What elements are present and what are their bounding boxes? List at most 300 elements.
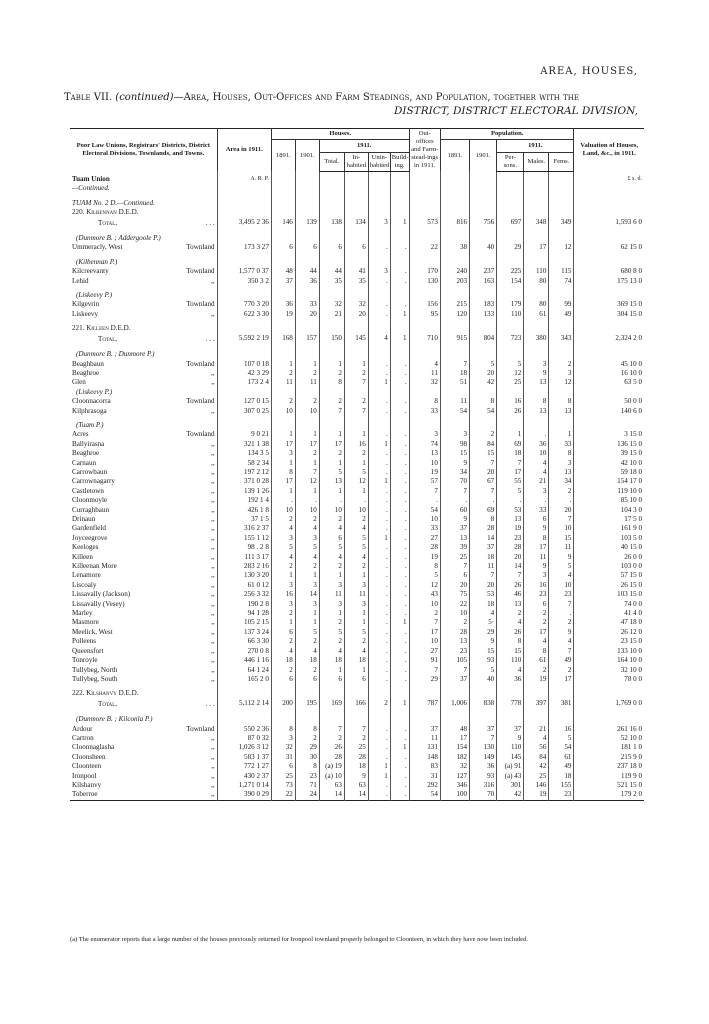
- table-row: [70, 496, 644, 505]
- cell-inh: .: [344, 496, 368, 505]
- cell-inh: 18: [344, 762, 368, 771]
- row-name-cell: [70, 628, 217, 637]
- cell-bld: .: [390, 506, 409, 515]
- cell-p01: [470, 184, 497, 193]
- cell-off: 33: [409, 524, 440, 533]
- row-name-cell: [70, 609, 217, 618]
- cell-tot: 1: [319, 487, 344, 496]
- row-name: Joyceegrove: [72, 533, 108, 542]
- cell-h01: 14: [295, 590, 319, 599]
- table-row: [70, 218, 644, 229]
- cell-val: [574, 234, 644, 243]
- table-row: [70, 590, 644, 599]
- cell-val: 40 15 0: [574, 543, 644, 552]
- cell-area: 64 1 24: [217, 666, 271, 675]
- cell-per: 42: [497, 790, 524, 800]
- cell-un: 1: [368, 440, 390, 449]
- cell-h01: 139: [295, 218, 319, 229]
- cell-bld: .: [390, 360, 409, 369]
- cell-f: 34: [549, 477, 574, 486]
- townland-label: ,,: [211, 467, 215, 476]
- row-name-cell: [70, 675, 217, 684]
- cell-val: 63 5 0: [574, 378, 644, 387]
- row-name-cell: [70, 184, 217, 193]
- row-name-cell: [70, 506, 217, 515]
- cell-p01: 5·: [470, 618, 497, 627]
- cell-p01: 70: [470, 790, 497, 800]
- cell-off: [409, 324, 440, 333]
- cell-m: 8: [524, 534, 549, 543]
- cell-h91: 2: [271, 562, 295, 571]
- cell-un: 1: [368, 762, 390, 771]
- cell-m: 3: [524, 487, 549, 496]
- cell-tot: [319, 208, 344, 217]
- cell-f: [549, 388, 574, 397]
- cell-un: 1: [368, 534, 390, 543]
- cell-off: [409, 291, 440, 300]
- cell-bld: .: [390, 734, 409, 743]
- cell-bld: [390, 350, 409, 359]
- row-name: Marley: [72, 609, 93, 618]
- cell-bld: .: [390, 243, 409, 252]
- cell-per: 46: [497, 590, 524, 599]
- cell-bld: .: [390, 267, 409, 276]
- table-row: [70, 637, 644, 646]
- cell-m: 42: [524, 762, 549, 771]
- cell-area: [217, 184, 271, 193]
- cell-h01: 8: [295, 725, 319, 734]
- cell-h91: 31: [271, 753, 295, 762]
- cell-off: 7: [409, 666, 440, 675]
- cell-m: .: [524, 430, 549, 439]
- cell-un: .: [368, 781, 390, 790]
- cell-h01: [295, 171, 319, 184]
- table-row: [70, 388, 644, 397]
- row-name: Carnaun: [72, 458, 97, 467]
- cell-off: 83: [409, 762, 440, 771]
- cell-m: 13: [524, 378, 549, 387]
- cell-per: 18: [497, 449, 524, 458]
- cell-inh: [344, 291, 368, 300]
- cell-m: 17: [524, 543, 549, 552]
- cell-inh: 32: [344, 300, 368, 309]
- townland-label: ,,: [211, 752, 215, 761]
- cell-m: 6: [524, 600, 549, 609]
- cell-h91: 17: [271, 440, 295, 449]
- row-name-cell: [70, 618, 217, 627]
- cell-per: 26: [497, 407, 524, 416]
- row-name: Cloonsheen: [72, 752, 106, 761]
- cell-val: 521 15 0: [574, 781, 644, 790]
- row-name: (Dunmore B. ; Dunmore P.): [76, 350, 155, 359]
- cell-tot: 35: [319, 277, 344, 286]
- cell-inh: 7: [344, 407, 368, 416]
- cell-bld: .: [390, 369, 409, 378]
- cell-bld: [390, 234, 409, 243]
- table-row: [70, 324, 644, 333]
- cell-per: [497, 324, 524, 333]
- table-row: [70, 300, 644, 309]
- header-building: Build-ing.: [390, 152, 409, 171]
- cell-area: 192 1 4: [217, 496, 271, 505]
- cell-p01: 133: [470, 310, 497, 319]
- cell-p01: [470, 258, 497, 267]
- table-row: [70, 184, 644, 193]
- cell-inh: 166: [344, 699, 368, 710]
- townland-label: ,,: [211, 477, 215, 486]
- cell-bld: .: [390, 277, 409, 286]
- cell-per: 9: [497, 734, 524, 743]
- cell-per: 7: [497, 459, 524, 468]
- cell-tot: 2: [319, 369, 344, 378]
- cell-inh: 2: [344, 449, 368, 458]
- cell-off: [409, 171, 440, 184]
- cell-h01: 2: [295, 734, 319, 743]
- cell-per: 1: [497, 430, 524, 439]
- cell-h01: 1: [295, 459, 319, 468]
- cell-p01: 2: [470, 430, 497, 439]
- cell-h91: 6: [271, 675, 295, 684]
- cell-area: 270 0 8: [217, 647, 271, 656]
- cell-h91: 1: [271, 360, 295, 369]
- cell-un: .: [368, 725, 390, 734]
- cell-un: [368, 208, 390, 217]
- cell-m: 4: [524, 637, 549, 646]
- cell-tot: 3: [319, 600, 344, 609]
- table-row: [70, 449, 644, 458]
- cell-val: 103 5 0: [574, 534, 644, 543]
- cell-p01: 804: [470, 334, 497, 345]
- cell-per: 7: [497, 571, 524, 580]
- cell-inh: 1: [344, 571, 368, 580]
- cell-p91: 60: [440, 506, 469, 515]
- cell-tot: [319, 171, 344, 184]
- cell-h91: 2: [271, 666, 295, 675]
- cell-un: [368, 199, 390, 208]
- row-name: Beaghroe: [72, 449, 100, 458]
- cell-inh: 1: [344, 618, 368, 627]
- table-row: [70, 171, 644, 184]
- townland-label: ,,: [211, 609, 215, 618]
- header-uninhabited: Unin-habited: [368, 152, 390, 171]
- cell-h91: 2: [271, 515, 295, 524]
- cell-per: 26: [497, 628, 524, 637]
- cell-val: 16 10 0: [574, 369, 644, 378]
- table-title-line-1: [64, 92, 644, 103]
- table-row: [70, 553, 644, 562]
- cell-f: 61: [549, 753, 574, 762]
- cell-p01: 53: [470, 590, 497, 599]
- cell-bld: [390, 171, 409, 184]
- cell-f: 13: [549, 468, 574, 477]
- cell-val: [574, 291, 644, 300]
- cell-area: 66 3 30: [217, 637, 271, 646]
- cell-un: .: [368, 628, 390, 637]
- cell-p01: 183: [470, 300, 497, 309]
- cell-h01: [295, 715, 319, 724]
- cell-tot: 4: [319, 524, 344, 533]
- row-name: Curraghbaun: [72, 505, 110, 514]
- cell-per: 110: [497, 310, 524, 319]
- cell-val: 103 15 0: [574, 590, 644, 599]
- row-name: Lenamore: [72, 571, 101, 580]
- cell-f: 2: [549, 487, 574, 496]
- cell-p91: 154: [440, 743, 469, 752]
- cell-bld: .: [390, 397, 409, 406]
- row-name: Toberroe: [72, 790, 98, 799]
- cell-p01: 54: [470, 407, 497, 416]
- cell-h01: 4: [295, 553, 319, 562]
- cell-p91: [440, 258, 469, 267]
- cell-area: A. R. P.: [217, 171, 271, 184]
- cell-m: [524, 689, 549, 698]
- townland-label: ,,: [211, 637, 215, 646]
- row-name-cell: [70, 743, 217, 752]
- cell-m: [524, 291, 549, 300]
- row-name: Lehid: [72, 276, 89, 285]
- table-row: [70, 600, 644, 609]
- cell-p01: 42: [470, 378, 497, 387]
- cell-h01: 1: [295, 571, 319, 580]
- cell-area: 173 2 4: [217, 378, 271, 387]
- cell-off: 54: [409, 506, 440, 515]
- cell-inh: 5: [344, 543, 368, 552]
- cell-tot: 6: [319, 243, 344, 252]
- cell-p01: [470, 350, 497, 359]
- cell-bld: [390, 388, 409, 397]
- townland-label: ,,: [211, 618, 215, 627]
- cell-h91: 73: [271, 781, 295, 790]
- row-name-cell: [70, 656, 217, 665]
- cell-h01: 3: [295, 600, 319, 609]
- cell-per: 16: [497, 397, 524, 406]
- table-title-line-2: DISTRICT, DISTRICT ELECTORAL DIVISION,: [393, 105, 638, 117]
- cell-un: [368, 350, 390, 359]
- cell-m: 380: [524, 334, 549, 345]
- cell-val: 179 2 0: [574, 790, 644, 800]
- cell-p91: 70: [440, 477, 469, 486]
- row-name: Meelick, West: [72, 627, 113, 636]
- cell-h01: 4: [295, 524, 319, 533]
- cell-p01: [470, 715, 497, 724]
- cell-val: 26 15 0: [574, 581, 644, 590]
- cell-f: [549, 234, 574, 243]
- cell-m: 84: [524, 753, 549, 762]
- townland-label: ,,: [211, 780, 215, 789]
- cell-f: 3: [549, 369, 574, 378]
- cell-h01: 20: [295, 310, 319, 319]
- cell-h91: 168: [271, 334, 295, 345]
- cell-p91: 7: [440, 562, 469, 571]
- header-houses-1901: 1901.: [295, 140, 319, 172]
- cell-bld: .: [390, 440, 409, 449]
- cell-p01: 20: [470, 581, 497, 590]
- table-row: [70, 781, 644, 790]
- cell-m: 8: [524, 647, 549, 656]
- cell-m: 25: [524, 772, 549, 781]
- cell-tot: 5: [319, 543, 344, 552]
- row-name: Lissavally (Vesey): [72, 599, 125, 608]
- cell-val: [574, 184, 644, 193]
- cell-off: 33: [409, 407, 440, 416]
- cell-inh: 4: [344, 647, 368, 656]
- table-row: [70, 350, 644, 359]
- cell-un: .: [368, 277, 390, 286]
- cell-per: 179: [497, 300, 524, 309]
- cell-un: .: [368, 430, 390, 439]
- cell-bld: .: [390, 753, 409, 762]
- cell-bld: .: [390, 378, 409, 387]
- cell-off: 43: [409, 590, 440, 599]
- cell-f: 7: [549, 647, 574, 656]
- cell-per: (a) 43: [497, 772, 524, 781]
- cell-per: 110: [497, 743, 524, 752]
- cell-f: 8: [549, 449, 574, 458]
- row-name: Queensfort: [72, 646, 104, 655]
- cell-val: 104 3 0: [574, 506, 644, 515]
- cell-per: 5: [497, 360, 524, 369]
- header-persons: Per-sons.: [497, 152, 524, 171]
- cell-h91: 4: [271, 553, 295, 562]
- cell-f: 2: [549, 618, 574, 627]
- cell-per: 53: [497, 506, 524, 515]
- cell-tot: 2: [319, 397, 344, 406]
- cell-val: £ s. d.: [574, 171, 644, 184]
- cell-inh: [344, 171, 368, 184]
- cell-f: 23: [549, 590, 574, 599]
- table-row: [70, 734, 644, 743]
- cell-un: .: [368, 753, 390, 762]
- cell-m: 110: [524, 267, 549, 276]
- cell-f: 115: [549, 267, 574, 276]
- cell-bld: .: [390, 571, 409, 580]
- row-name: Liscoaly: [72, 580, 97, 589]
- cell-val: 32 10 0: [574, 666, 644, 675]
- cell-inh: 134: [344, 218, 368, 229]
- cell-h01: [295, 421, 319, 430]
- cell-m: 17: [524, 243, 549, 252]
- row-name-cell: [70, 350, 217, 359]
- cell-inh: 2: [344, 562, 368, 571]
- cell-p01: 40: [470, 675, 497, 684]
- cell-val: 119 9 0: [574, 772, 644, 781]
- cell-h01: 2: [295, 449, 319, 458]
- cell-p01: 130: [470, 743, 497, 752]
- cell-area: 426 1 8: [217, 506, 271, 515]
- cell-bld: .: [390, 543, 409, 552]
- row-name-cell: [70, 360, 217, 369]
- cell-tot: 2: [319, 515, 344, 524]
- cell-val: 50 0 0: [574, 397, 644, 406]
- townland-label: ,,: [211, 743, 215, 752]
- cell-h91: 6: [271, 628, 295, 637]
- cell-off: 10: [409, 600, 440, 609]
- cell-h01: 8: [295, 762, 319, 771]
- cell-per: 2: [497, 609, 524, 618]
- townland-label: ,,: [211, 496, 215, 505]
- townland-label: Townland: [186, 397, 215, 406]
- cell-val: 3 15 0: [574, 430, 644, 439]
- cell-p91: 32: [440, 762, 469, 771]
- header-pop-1911: 1911.: [497, 140, 574, 153]
- cell-tot: [319, 184, 344, 193]
- cell-p01: [470, 208, 497, 217]
- row-name: Drinaun: [72, 515, 96, 523]
- cell-p01: [470, 291, 497, 300]
- cell-bld: .: [390, 600, 409, 609]
- cell-m: 6: [524, 515, 549, 524]
- cell-p01: 7: [470, 459, 497, 468]
- cell-un: .: [368, 496, 390, 505]
- table-row: [70, 430, 644, 439]
- cell-tot: 26: [319, 743, 344, 752]
- cell-tot: 1: [319, 430, 344, 439]
- cell-area: 58 2 34: [217, 459, 271, 468]
- cell-m: 4: [524, 734, 549, 743]
- table-row: [70, 487, 644, 496]
- cell-area: 37 1 5: [217, 515, 271, 524]
- cell-un: [368, 421, 390, 430]
- cell-un: .: [368, 553, 390, 562]
- cell-p91: 9: [440, 515, 469, 524]
- cell-p91: 127: [440, 772, 469, 781]
- cell-f: 349: [549, 218, 574, 229]
- cell-un: .: [368, 300, 390, 309]
- cell-p01: 29: [470, 628, 497, 637]
- cell-area: 256 3 32: [217, 590, 271, 599]
- cell-off: 7: [409, 618, 440, 627]
- cell-inh: 1: [344, 459, 368, 468]
- table-number: Table VII.: [64, 92, 113, 103]
- cell-val: 1,769 0 0: [574, 699, 644, 710]
- cell-un: .: [368, 675, 390, 684]
- row-name: (Dunmore B. ; Kilconla P.): [76, 715, 153, 724]
- cell-off: 27: [409, 534, 440, 543]
- table-row: [70, 397, 644, 406]
- row-name-cell: [70, 553, 217, 562]
- cell-h91: 2: [271, 609, 295, 618]
- cell-tot: 1: [319, 459, 344, 468]
- cell-h91: [271, 715, 295, 724]
- cell-tot: [319, 421, 344, 430]
- cell-p91: [440, 199, 469, 208]
- table-row: [70, 571, 644, 580]
- cell-tot: 63: [319, 781, 344, 790]
- cell-f: 11: [549, 543, 574, 552]
- table-row: [70, 524, 644, 533]
- cell-h01: 1: [295, 609, 319, 618]
- cell-m: 19: [524, 675, 549, 684]
- cell-h91: [271, 291, 295, 300]
- cell-off: [409, 350, 440, 359]
- cell-p01: 37: [470, 543, 497, 552]
- cell-bld: .: [390, 449, 409, 458]
- cell-per: [497, 171, 524, 184]
- townland-label: ,,: [211, 665, 215, 674]
- cell-h01: 3: [295, 581, 319, 590]
- cell-p91: 25: [440, 553, 469, 562]
- cell-inh: 2: [344, 734, 368, 743]
- cell-per: 36: [497, 675, 524, 684]
- row-name-cell: [70, 534, 217, 543]
- cell-val: 175 13 0: [574, 277, 644, 286]
- row-name-cell: [70, 310, 217, 319]
- cell-m: .: [524, 496, 549, 505]
- row-name-cell: [70, 715, 217, 724]
- townland-label: ,,: [211, 309, 215, 318]
- cell-p91: 17: [440, 734, 469, 743]
- cell-off: 27: [409, 647, 440, 656]
